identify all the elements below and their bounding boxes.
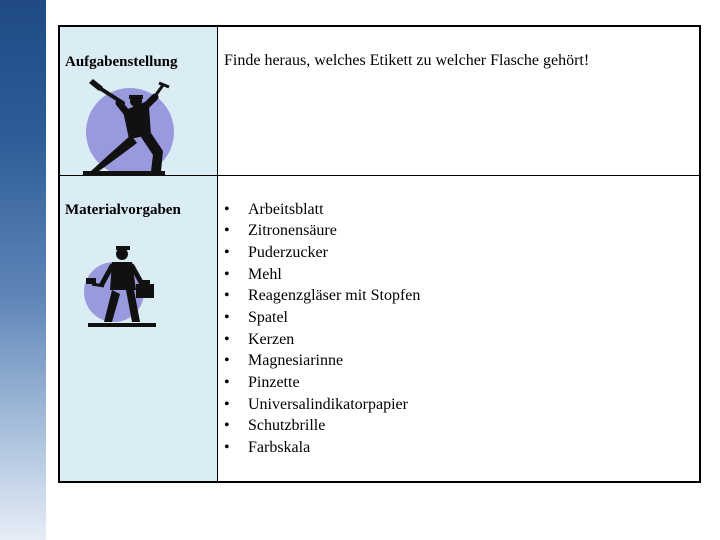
list-item-label: Magnesiarinne — [248, 352, 344, 370]
materials-label: Materialvorgaben — [65, 201, 181, 218]
materials-content-cell — [218, 175, 701, 482]
worker-with-toolbox-icon — [82, 240, 162, 330]
list-item — [224, 437, 699, 459]
list-item — [224, 220, 699, 242]
list-item — [224, 394, 699, 416]
list-item-label: Pinzette — [248, 374, 300, 391]
list-item — [224, 307, 699, 329]
worker-hammering-icon — [81, 77, 211, 177]
bullet-icon: • — [224, 439, 230, 457]
list-item-label: Spatel — [248, 308, 288, 326]
materials-row — [59, 175, 700, 482]
list-item-label: Zitronensäure — [248, 222, 337, 240]
bullet-icon: • — [224, 243, 230, 261]
bullet-icon: • — [224, 200, 230, 218]
bullet-icon: • — [224, 330, 230, 348]
list-item — [224, 285, 699, 307]
list-item-label: Reagenzgläser mit Stopfen — [248, 287, 421, 305]
task-content-cell — [218, 26, 701, 175]
list-item-label: Kerzen — [248, 330, 295, 348]
materials-list — [218, 199, 699, 459]
list-item-label: Schutzbrille — [248, 417, 326, 435]
materials-label-cell — [59, 175, 218, 482]
bullet-icon: • — [224, 395, 230, 413]
list-item — [224, 415, 699, 437]
task-label-cell — [59, 26, 218, 175]
list-item-label: Puderzucker — [248, 243, 328, 261]
list-item — [224, 350, 699, 372]
bullet-icon: • — [224, 374, 230, 391]
bullet-icon: • — [224, 222, 230, 240]
list-item-label: Arbeitsblatt — [248, 200, 324, 218]
task-row — [59, 26, 700, 175]
task-table — [58, 25, 701, 483]
list-item — [224, 264, 699, 286]
list-item-label: Universalindikatorpapier — [248, 395, 408, 413]
bullet-icon: • — [224, 352, 230, 370]
task-label: Aufgabenstellung — [65, 54, 178, 70]
list-item-label: Mehl — [248, 265, 282, 283]
list-item-label: Farbskala — [248, 439, 311, 457]
task-description: Finde heraus, welches Etikett zu welcher Flasche gehört! — [224, 52, 590, 69]
bullet-icon: • — [224, 265, 230, 283]
bullet-icon: • — [224, 308, 230, 326]
list-item — [224, 329, 699, 351]
decorative-side-bar — [0, 0, 46, 540]
list-item — [224, 372, 699, 394]
bullet-icon: • — [224, 417, 230, 435]
bullet-icon: • — [224, 287, 230, 305]
list-item — [224, 199, 699, 221]
list-item — [224, 242, 699, 264]
